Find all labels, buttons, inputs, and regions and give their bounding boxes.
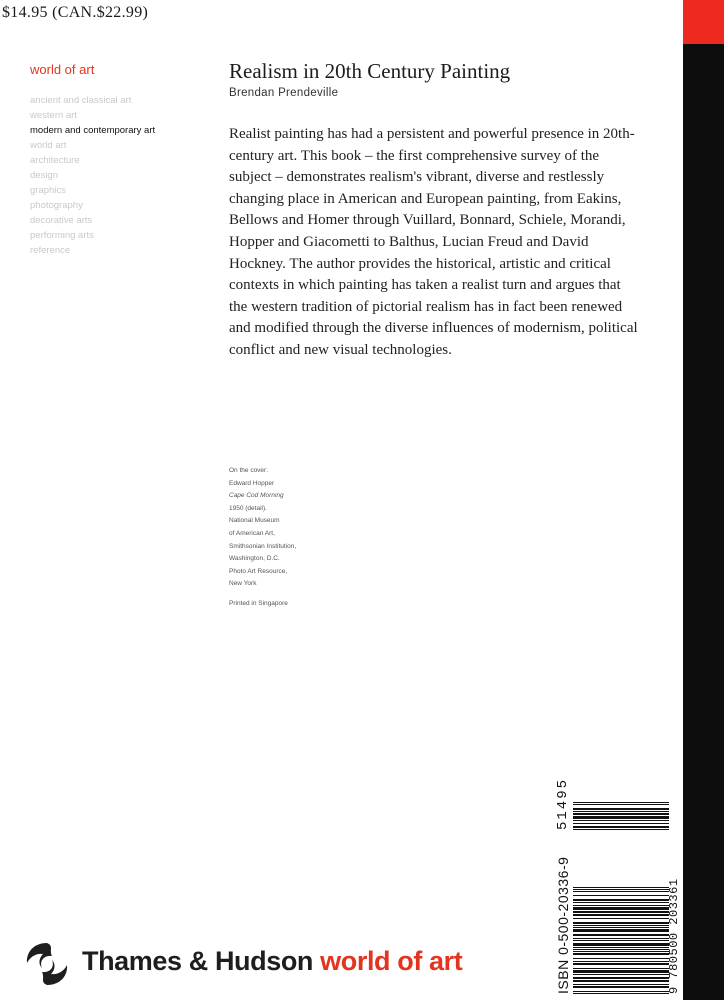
barcode-bar <box>573 902 669 903</box>
barcode-bar <box>573 802 669 803</box>
category-item-active: modern and contemporary art <box>30 125 156 136</box>
ean-barcode-bars <box>573 834 669 994</box>
spine-black-band <box>683 44 724 1000</box>
cover-credit-line: Smithsonian Institution, <box>229 542 297 550</box>
barcode-bar <box>573 968 669 969</box>
barcode-bar <box>573 934 669 936</box>
barcode-bar <box>573 925 669 926</box>
barcode-bar <box>573 958 669 959</box>
series-label: world of art <box>30 62 95 77</box>
cover-credit-line: New York <box>229 580 257 588</box>
barcode-bar <box>573 907 669 910</box>
barcode-bar <box>573 943 669 946</box>
barcode <box>553 777 683 996</box>
book-title: Realism in 20th Century Painting <box>229 59 511 83</box>
price-label: $14.95 (CAN.$22.99) <box>2 4 149 21</box>
barcode-bar <box>573 911 669 913</box>
cover-credit-line: Cape Cod Morning <box>229 492 284 500</box>
spine-red-band <box>683 0 724 44</box>
barcode-bar <box>573 899 669 901</box>
barcode-bar <box>573 984 669 985</box>
barcode-bar <box>573 951 669 952</box>
isbn-label: ISBN 0-500-20336-9 <box>555 856 571 994</box>
barcode-bar <box>573 905 669 906</box>
cover-credit-line: Photo Art Resource, <box>229 567 288 575</box>
category-item: ancient and classical art <box>30 95 132 106</box>
barcode-bar <box>573 826 669 828</box>
dolphins-logo-icon <box>22 939 72 989</box>
cover-credit-line: Edward Hopper <box>229 479 275 487</box>
barcode-bar <box>573 820 669 821</box>
barcode-bar <box>573 914 669 916</box>
barcode-bar <box>573 970 669 973</box>
barcode-bar <box>573 891 669 892</box>
barcode-bar <box>573 804 669 805</box>
barcode-bar <box>573 887 669 888</box>
barcode-bar <box>573 949 669 950</box>
barcode-bar <box>573 829 669 830</box>
barcode-bar <box>573 823 669 824</box>
barcode-bar <box>573 816 669 819</box>
cover-credit-line: Washington, D.C. <box>229 555 280 563</box>
barcode-bar <box>573 940 669 941</box>
publisher-name: Thames & Hudson <box>82 946 314 976</box>
cover-credit-line: National Museum <box>229 517 280 525</box>
barcode-bar <box>573 808 669 810</box>
book-blurb: Realist painting has had a persistent and powerful presence in 20th-century art. This book – the first comprehensive survey of the subject – demonstrates realism's vibrant, diverse and restlessly changing place in American and European painting, from Eakins, Bellows and Homer through Vuillard, Bonnard, Schiele, Morandi, Hopper and Giacometti to Balthus, Lucian Freud and David Hockney. The author provides the historical, artistic and critical contexts in which painting has taken a realist turn and argues that the western tradition of pictorial realism has in fact been renewed and modified through the diverse influences of modernism, political conflict and new visual technologies. <box>229 126 638 358</box>
category-item: performing arts <box>30 230 94 241</box>
category-item: world art <box>30 140 67 151</box>
barcode-bar <box>573 977 669 979</box>
category-item: reference <box>30 245 71 256</box>
barcode-bar <box>573 980 669 982</box>
barcode-bar <box>573 889 669 890</box>
barcode-bar <box>573 986 669 988</box>
barcode-bar <box>573 993 669 994</box>
publisher-logo <box>82 946 462 977</box>
barcode-bar <box>573 963 669 965</box>
barcode-bar <box>573 813 669 815</box>
barcode-bar <box>573 961 669 962</box>
barcode-bar <box>573 927 669 928</box>
cover-credit-line: of American Art, <box>229 529 275 537</box>
barcode-bar <box>573 895 669 896</box>
barcode-bar <box>573 947 669 948</box>
cover-credit-line: On the cover: <box>229 467 269 474</box>
cover-credit <box>229 465 296 591</box>
series-category-list <box>30 95 180 260</box>
price-addon-digits: 51495 <box>555 777 571 830</box>
category-item: western art <box>30 110 77 121</box>
barcode-bar <box>573 929 669 932</box>
category-item: graphics <box>30 185 66 196</box>
category-item: photography <box>30 200 83 211</box>
price-addon-bars <box>573 786 669 830</box>
publisher-series: world of art <box>320 946 463 976</box>
barcode-bar <box>573 922 669 924</box>
category-item: decorative arts <box>30 215 93 226</box>
category-item: design <box>30 170 58 181</box>
barcode-bar <box>573 991 669 992</box>
barcode-bar <box>573 811 669 812</box>
barcode-bar <box>573 953 669 955</box>
cover-credit-line: 1950 (detail). <box>229 504 267 512</box>
ean-digits: 9 780500 203361 <box>667 878 681 994</box>
barcode-bar <box>573 938 669 939</box>
printed-in-label: Printed in Singapore <box>229 600 288 607</box>
category-item: architecture <box>30 155 80 166</box>
barcode-bar <box>573 918 669 919</box>
book-author: Brendan Prendeville <box>229 87 339 99</box>
barcode-bar <box>573 974 669 975</box>
